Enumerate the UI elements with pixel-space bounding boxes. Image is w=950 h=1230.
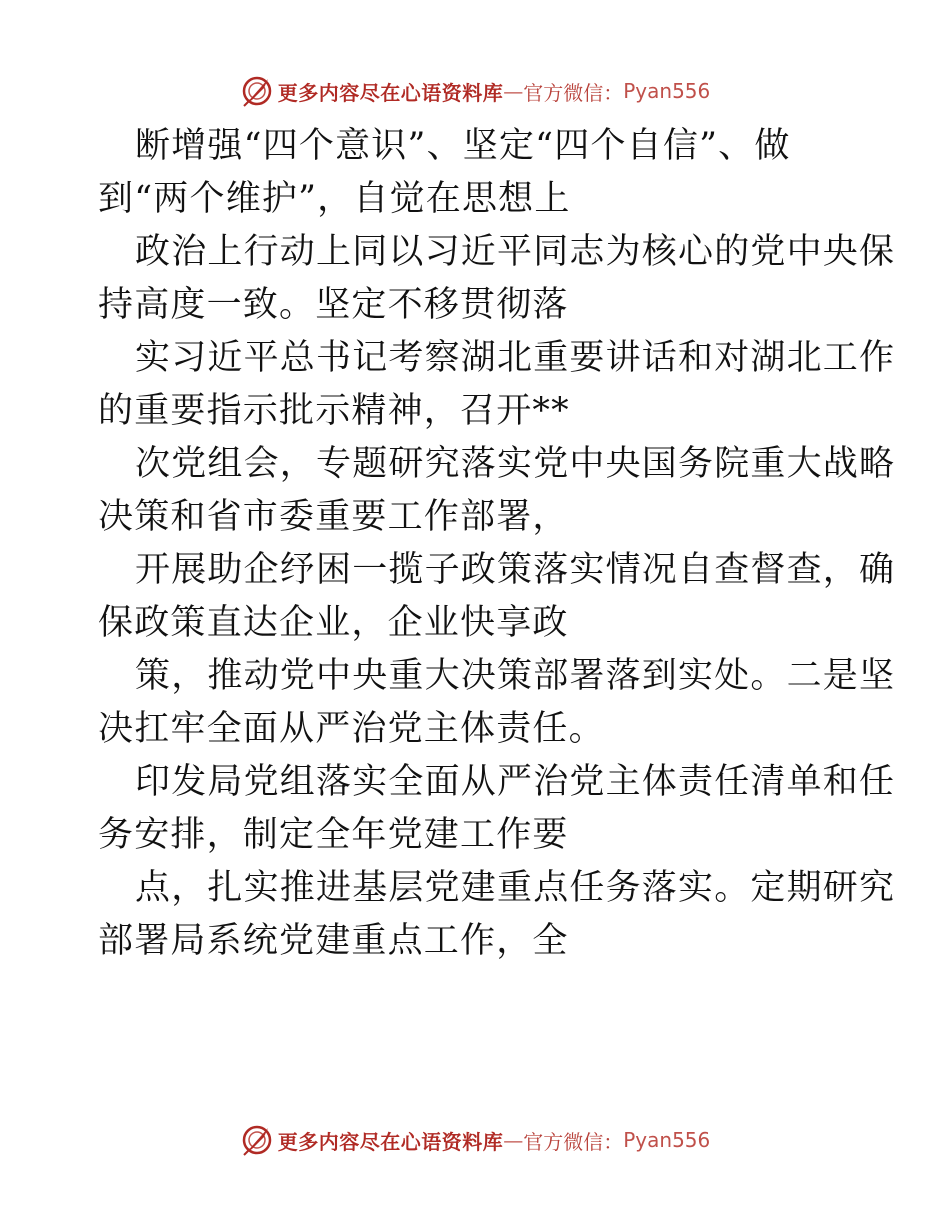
paragraph-line-first: 策，推动党中央重大决策部署落到实处。二是坚 [135, 656, 896, 696]
paragraph-line-second: 持高度一致。坚定不移贯彻落 [98, 285, 569, 325]
footer-watermark [0, 1120, 950, 1160]
paragraph-line-second: 决扛牢全面从严治党主体责任。 [98, 709, 605, 749]
paragraph-line-first: 断增强“四个意识”、坚定“四个自信”、做 [135, 126, 791, 166]
document-body [98, 120, 896, 968]
paragraph [98, 226, 896, 332]
watermark-dash: — [503, 1128, 524, 1152]
paragraph [98, 650, 896, 756]
paragraph-line-first: 点，扎实推进基层党建重点任务落实。定期研究 [135, 868, 896, 908]
paragraph [98, 544, 896, 650]
paragraph [98, 756, 896, 862]
watermark-main-text: 更多内容尽在心语资料库 [277, 1129, 504, 1154]
paragraph-line-first: 实习近平总书记考察湖北重要讲话和对湖北工作 [135, 338, 896, 378]
quill-logo-icon [240, 1123, 274, 1157]
watermark-sub-text: 官方微信： [523, 80, 624, 105]
paragraph-line-first: 政治上行动上同以习近平同志为核心的党中央保 [135, 232, 896, 272]
paragraph-line-second: 的重要指示批示精神，召开** [98, 391, 570, 431]
watermark-dash: — [503, 79, 524, 103]
paragraph [98, 332, 896, 438]
paragraph-line-second: 决策和省市委重要工作部署， [98, 497, 569, 537]
paragraph [98, 862, 896, 968]
watermark-wechat-id: Pyan556 [623, 79, 711, 103]
watermark-sub-text: 官方微信： [523, 1129, 624, 1154]
watermark-wechat-id: Pyan556 [623, 1128, 711, 1152]
paragraph-line-first: 开展助企纾困一揽子政策落实情况自查督查，确 [135, 550, 896, 590]
paragraph-line-first: 印发局党组落实全面从严治党主体责任清单和任 [135, 762, 896, 802]
paragraph [98, 120, 858, 226]
paragraph-line-second: 保政策直达企业，企业快享政 [98, 603, 569, 643]
quill-logo-icon [240, 74, 274, 108]
paragraph-line-second: 部署局系统党建重点工作，全 [98, 921, 569, 961]
header-watermark [0, 71, 950, 111]
paragraph-line-second: 到“两个维护”，自觉在思想上 [98, 179, 571, 219]
paragraph [98, 438, 896, 544]
watermark-main-text: 更多内容尽在心语资料库 [277, 80, 504, 105]
paragraph-line-second: 务安排，制定全年党建工作要 [98, 815, 569, 855]
paragraph-line-first: 次党组会，专题研究落实党中央国务院重大战略 [135, 444, 896, 484]
